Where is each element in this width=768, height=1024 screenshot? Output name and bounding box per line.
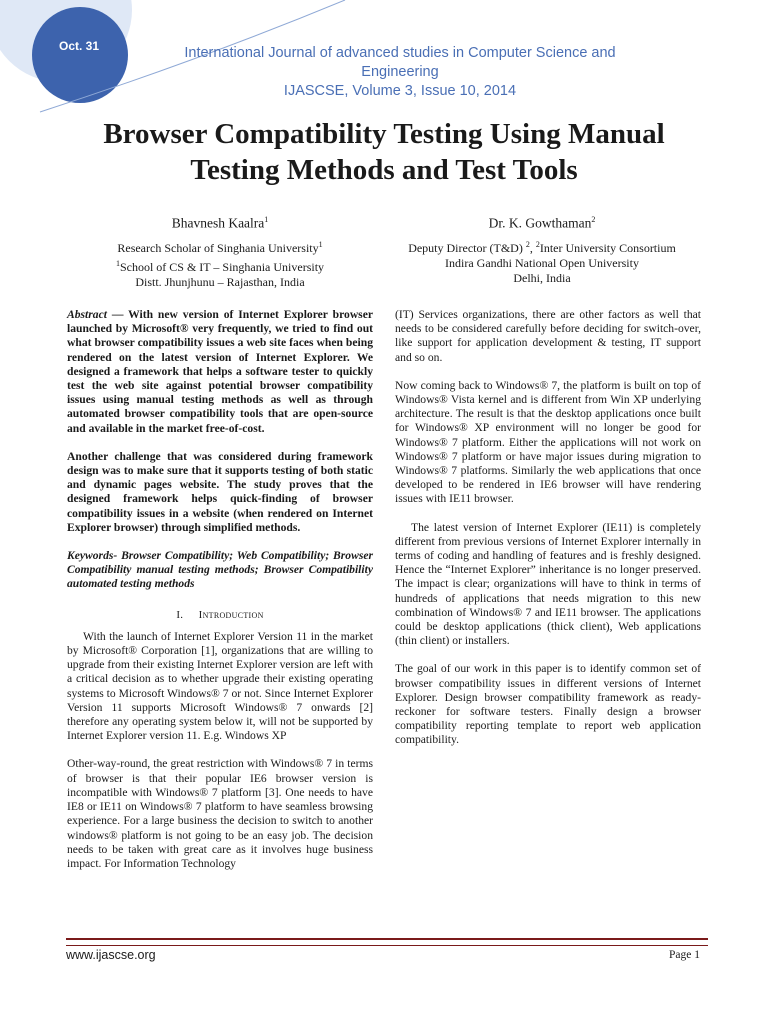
date-badge: Oct. 31: [58, 39, 100, 53]
page-number: Page 1: [669, 949, 700, 961]
body-paragraph-3: The latest version of Internet Explorer (IE11) is completely different from previous versions of Internet Explorer internally in terms of coding and handling of features and is freshly designed. Hence the “Internet Explorer” inheritance is no longer preserved. The impact is clear; organizations will have to think in terms of hundreds of applications that needs migration to this new combination of Windows® 7 and IE11 browser. The applications could be desktop applications (thick client), Web applications (thin client) or installers.: [395, 520, 701, 648]
keywords: Keywords- Browser Compatibility; Web Compatibility; Browser Compatibility manual testing methods; Browser Compatibility automated testing methods: [67, 549, 373, 591]
author-1: [70, 212, 370, 290]
body-paragraph-4: The goal of our work in this paper is to identify common set of browser compatibility issues in different versions of Internet Explorer. Design browser compatibility framework as ready-reckoner for software testers. Finally design a browser compatibility reporting template to report web application compatibility.: [395, 662, 701, 747]
author-2-university: Indira Gandhi National Open University: [445, 255, 639, 270]
author-2-affiliation: Deputy Director (T&D) $^2$, $^2$Inter University Consortium: [408, 239, 676, 255]
author-1-school: $^1$School of CS & IT – Singhania University: [115, 258, 325, 274]
abstract-label: Abstract: [67, 308, 107, 321]
section-heading: I. Introduction: [176, 608, 264, 621]
author-1-location: Distt. Jhunjhunu – Rajasthan, India: [135, 274, 305, 289]
journal-name: International Journal of advanced studies in Computer Science and Engineering: [184, 45, 616, 80]
journal-issue: IJASCSE, Volume 3, Issue 10, 2014: [283, 83, 517, 99]
footer-url[interactable]: www.ijascse.org: [66, 948, 156, 962]
left-column: [67, 308, 373, 885]
author-2: [392, 212, 692, 286]
journal-header: [150, 44, 650, 101]
paper-title: [60, 116, 708, 188]
author-1-name: Bhavnesh Kaalra$^1$: [171, 215, 269, 231]
body-paragraph-1: (IT) Services organizations, there are other factors as well that needs to be considered carefully before deciding for switch-over, like support for application development & testing, IT support and so on.: [395, 308, 701, 364]
author-2-location: Delhi, India: [513, 270, 571, 285]
intro-paragraph-2: Other-way-round, the great restriction with Windows® 7 in terms of browser is that their popular IE6 browser version is incompatible with Windows® 7 platform [3]. One needs to have IE8 or IE11 on Windows® 7 platform to have seamless browsing experience. For a large business the decision to switch to another windows® platform is not going to be an easy job. The decision needs to be taken with great care as it involves huge business impact. For Information Technology: [67, 757, 373, 870]
footer-rule: [66, 938, 708, 946]
author-1-affiliation: Research Scholar of Singhania University$^1$: [117, 239, 323, 255]
right-column: [395, 308, 701, 762]
title-line-2: Testing Methods and Test Tools: [190, 154, 578, 186]
abstract-paragraph: Abstract — With new version of Internet Explorer browser launched by Microsoft® very frequently, we tried to find out what browser compatibility issues a web site faces when being rendered on the latest version of Internet Explorer. We designed a framework that helps a software tester to quickly test the web site against potential browser compatibility issues using manual testing methods as well as through automated browser compatibility tools that are open-source and available in the market free-of-cost.: [67, 308, 373, 435]
intro-paragraph-1: With the launch of Internet Explorer Version 11 in the market by Microsoft® Corporation [1], organizations that are willing to upgrade from their existing Internet Explorer version are left with a critical decision as to whether upgrade their existing operating systems to Microsoft Windows® 7 or not. Since Internet Explorer Version 11 supports Microsoft Windows® 7 onwards [2] therefore any operating system below it, will not be supported by Internet Explorer version 11. E.g. Windows XP: [67, 629, 373, 743]
title-line-1: Browser Compatibility Testing Using Manual: [103, 118, 665, 150]
author-2-name: Dr. K. Gowthaman$^2$: [488, 215, 596, 231]
body-paragraph-2: Now coming back to Windows® 7, the platform is built on top of Windows® Vista kernel and is different from Win XP underlying architecture. The result is that the desktop applications once built for Windows® XP environment will no longer be good for Windows® 7 platform. Either the applications will not work on Windows® 7 platform or have major issues during migration to Windows® 7 platforms. Similarly the web applications that once developed to be rendered in IE6 browser will have rendering issues with IE11 browser.: [395, 378, 701, 506]
abstract-paragraph-2: Another challenge that was considered during framework design was to make sure that it supports testing of both static and dynamic pages website. The study proves that the designed framework helps quick-finding of browser compatibility issues in a website (when rendered on Internet Explorer browser) through simplified methods.: [67, 449, 373, 534]
